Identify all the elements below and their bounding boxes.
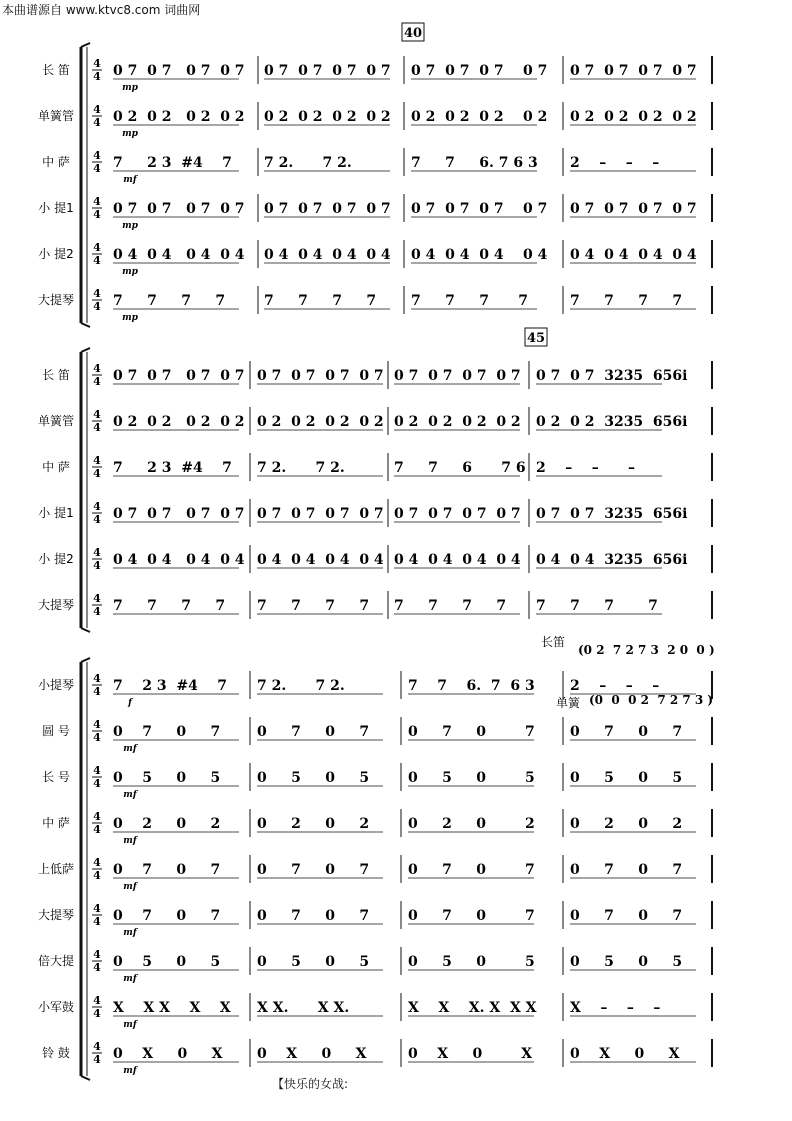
measure-notes: 0 5 0 5 bbox=[257, 770, 370, 786]
time-signature-bottom: 4 bbox=[93, 467, 101, 480]
measure-notes: 0 5 0 5 bbox=[408, 770, 535, 786]
time-signature-bottom: 4 bbox=[93, 823, 101, 836]
time-signature-top: 4 bbox=[93, 149, 101, 162]
annotation-flute-notes: (0 2 7 2 7 3 2 0 0 ) bbox=[578, 643, 715, 657]
time-signature-top: 4 bbox=[93, 856, 101, 869]
time-signature-top: 4 bbox=[93, 1040, 101, 1053]
time-signature-top: 4 bbox=[93, 195, 101, 208]
instrument-label: 小 提1 bbox=[38, 506, 74, 520]
measure-notes: 2 – – – bbox=[536, 460, 635, 476]
time-signature-top: 4 bbox=[93, 103, 101, 116]
measure-notes: 7 7 6 7 6 bbox=[394, 460, 526, 476]
measure-notes: 0 5 0 5 bbox=[570, 770, 683, 786]
measure-notes: 0 2 0 2 bbox=[408, 816, 535, 832]
measure-notes: 0 7 0 7 bbox=[408, 908, 535, 924]
time-signature-bottom: 4 bbox=[93, 300, 101, 313]
dynamic-mark: mf bbox=[123, 1020, 137, 1030]
measure-notes: 0 4 0 4 0 4 0 4 bbox=[257, 552, 384, 568]
measure-notes: 0 7 0 7 bbox=[257, 862, 370, 878]
measure-notes: 0 2 0 2 0 2 0 2 bbox=[257, 414, 384, 430]
measure-notes: 0 7 0 7 bbox=[408, 724, 535, 740]
measure-notes: 0 7 0 7 0 7 0 7 bbox=[264, 201, 391, 217]
measure-notes: 0 7 0 7 0 7 0 7 bbox=[570, 201, 697, 217]
measure-notes: 7 2. 7 2. bbox=[257, 678, 345, 694]
measure-notes: 0 7 0 7 0 7 0 7 bbox=[570, 63, 697, 79]
measure-notes: 0 2 0 2 0 2 0 2 bbox=[264, 109, 391, 125]
measure-notes: 0 7 0 7 bbox=[570, 908, 683, 924]
measure-notes: 0 7 0 7 0 7 0 7 bbox=[264, 63, 391, 79]
dynamic-mark: mf bbox=[123, 836, 137, 846]
measure-notes: 7 2. 7 2. bbox=[264, 155, 352, 171]
dynamic-mark: mp bbox=[122, 83, 138, 93]
time-signature-top: 4 bbox=[93, 241, 101, 254]
instrument-label: 单簧管 bbox=[37, 109, 75, 123]
instrument-label: 单簧管 bbox=[37, 414, 75, 428]
measure-notes: 0 7 0 7 bbox=[113, 724, 221, 740]
time-signature-bottom: 4 bbox=[93, 116, 101, 129]
bracket-hook-bottom bbox=[81, 628, 90, 632]
time-signature-bottom: 4 bbox=[93, 559, 101, 572]
measure-notes: X X X. X X X bbox=[408, 1000, 537, 1016]
time-signature-bottom: 4 bbox=[93, 731, 101, 744]
measure-notes: 0 7 0 7 0 7 0 7 bbox=[113, 201, 245, 217]
measure-notes: 7 2 3 #4 7 bbox=[113, 155, 232, 171]
time-signature-top: 4 bbox=[93, 672, 101, 685]
measure-notes: 0 2 0 2 0 2 0 2 bbox=[570, 109, 697, 125]
dynamic-mark: mf bbox=[123, 974, 137, 984]
dynamic-mark: mf bbox=[123, 928, 137, 938]
measure-notes: 0 7 0 7 0 7 0 7 bbox=[257, 368, 384, 384]
instrument-label: 倍大提 bbox=[37, 954, 75, 968]
time-signature-bottom: 4 bbox=[93, 70, 101, 83]
time-signature-bottom: 4 bbox=[93, 961, 101, 974]
dynamic-mark: mf bbox=[123, 882, 137, 892]
measure-notes: 0 2 0 2 bbox=[113, 816, 221, 832]
instrument-label: 小 提2 bbox=[38, 247, 74, 261]
instrument-label: 长 笛 bbox=[42, 63, 70, 77]
time-signature-bottom: 4 bbox=[93, 915, 101, 928]
instrument-label: 上低萨 bbox=[37, 862, 75, 876]
measure-notes: 7 2 3 #4 7 bbox=[113, 678, 228, 694]
dynamic-mark: mp bbox=[122, 129, 138, 139]
time-signature-top: 4 bbox=[93, 948, 101, 961]
measure-notes: 0 X 0 X bbox=[408, 1046, 533, 1062]
measure-notes: 0 7 0 7 3235 656i bbox=[536, 368, 688, 384]
measure-notes: 0 4 0 4 0 4 0 4 bbox=[411, 247, 548, 263]
measure-notes: 0 4 0 4 0 4 0 4 bbox=[113, 552, 245, 568]
time-signature-bottom: 4 bbox=[93, 254, 101, 267]
instrument-label: 中 萨 bbox=[42, 816, 70, 830]
measure-notes: 0 5 0 5 bbox=[408, 954, 535, 970]
measure-notes: 7 7 7 7 bbox=[411, 293, 528, 309]
instrument-label: 大提琴 bbox=[37, 293, 75, 307]
measure-notes: 0 7 0 7 0 7 0 7 bbox=[394, 506, 521, 522]
instrument-label: 长 笛 bbox=[42, 368, 70, 382]
measure-notes: 0 7 0 7 0 7 0 7 bbox=[411, 201, 548, 217]
time-signature-top: 4 bbox=[93, 764, 101, 777]
annotation-clarinet-label: 单簧 bbox=[556, 696, 581, 710]
instrument-label: 小军鼓 bbox=[37, 1000, 75, 1014]
instrument-label: 中 萨 bbox=[42, 460, 70, 474]
time-signature-top: 4 bbox=[93, 500, 101, 513]
annotation-flute-label: 长笛 bbox=[541, 635, 566, 649]
dynamic-mark: mp bbox=[122, 267, 138, 277]
time-signature-top: 4 bbox=[93, 718, 101, 731]
measure-notes: 0 2 0 2 bbox=[570, 816, 683, 832]
measure-notes: 7 7 7 7 bbox=[264, 293, 377, 309]
measure-notes: 0 7 0 7 0 7 0 7 bbox=[411, 63, 548, 79]
instrument-label: 中 萨 bbox=[42, 155, 70, 169]
dynamic-mark: mf bbox=[123, 790, 137, 800]
measure-notes: 7 7 6. 7 6 3 bbox=[408, 678, 535, 694]
dynamic-mark: mp bbox=[122, 313, 138, 323]
annotation-clarinet-notes: (0 0 0 2 7 2 7 3 ) bbox=[589, 693, 714, 707]
instrument-label: 小 提2 bbox=[38, 552, 74, 566]
measure-notes: 0 7 0 7 0 7 0 7 bbox=[394, 368, 521, 384]
time-signature-bottom: 4 bbox=[93, 421, 101, 434]
measure-notes: 0 7 0 7 0 7 0 7 bbox=[113, 506, 245, 522]
dynamic-mark: mf bbox=[123, 175, 137, 185]
page-header: 本曲谱源自 www.ktvc8.com 词曲网 bbox=[2, 3, 201, 17]
time-signature-top: 4 bbox=[93, 454, 101, 467]
page-footer: 【快乐的女战: bbox=[272, 1077, 349, 1091]
measure-notes: 7 7 7 7 bbox=[113, 293, 226, 309]
measure-notes: 0 X 0 X bbox=[257, 1046, 367, 1062]
instrument-label: 小提琴 bbox=[37, 678, 75, 692]
measure-notes: 0 X 0 X bbox=[113, 1046, 223, 1062]
measure-notes: 0 5 0 5 bbox=[113, 770, 221, 786]
bracket-hook-bottom bbox=[81, 323, 90, 327]
time-signature-top: 4 bbox=[93, 994, 101, 1007]
time-signature-bottom: 4 bbox=[93, 777, 101, 790]
measure-notes: 0 4 0 4 0 4 0 4 bbox=[113, 247, 245, 263]
measure-notes: 0 2 0 2 3235 656i bbox=[536, 414, 688, 430]
time-signature-top: 4 bbox=[93, 408, 101, 421]
rehearsal-mark: 45 bbox=[526, 331, 546, 346]
measure-notes: 0 7 0 7 bbox=[257, 908, 370, 924]
measure-notes: 7 7 7 7 bbox=[570, 293, 683, 309]
dynamic-mark: mp bbox=[122, 221, 138, 231]
measure-notes: X X X X X bbox=[113, 1000, 231, 1016]
measure-notes: X – – – bbox=[570, 1000, 661, 1016]
time-signature-bottom: 4 bbox=[93, 605, 101, 618]
measure-notes: 0 4 0 4 0 4 0 4 bbox=[394, 552, 521, 568]
time-signature-bottom: 4 bbox=[93, 869, 101, 882]
time-signature-top: 4 bbox=[93, 592, 101, 605]
time-signature-bottom: 4 bbox=[93, 1007, 101, 1020]
dynamic-mark: mf bbox=[123, 744, 137, 754]
time-signature-bottom: 4 bbox=[93, 513, 101, 526]
instrument-label: 铃 鼓 bbox=[42, 1046, 70, 1060]
measure-notes: 7 7 7 7 bbox=[394, 598, 507, 614]
measure-notes: 0 2 0 2 0 2 0 2 bbox=[113, 109, 245, 125]
measure-notes: 0 5 0 5 bbox=[113, 954, 221, 970]
measure-notes: 0 7 0 7 bbox=[113, 908, 221, 924]
instrument-label: 小 提1 bbox=[38, 201, 74, 215]
measure-notes: 7 7 7 7 bbox=[257, 598, 370, 614]
time-signature-bottom: 4 bbox=[93, 375, 101, 388]
measure-notes: 0 7 0 7 3235 656i bbox=[536, 506, 688, 522]
measure-notes: 7 2. 7 2. bbox=[257, 460, 345, 476]
rehearsal-mark: 40 bbox=[403, 26, 423, 41]
time-signature-bottom: 4 bbox=[93, 685, 101, 698]
measure-notes: 0 7 0 7 0 7 0 7 bbox=[113, 63, 245, 79]
bracket-hook-bottom bbox=[81, 1076, 90, 1080]
dynamic-mark: mf bbox=[123, 1066, 137, 1076]
measure-notes: 0 5 0 5 bbox=[570, 954, 683, 970]
measure-notes: 0 4 0 4 0 4 0 4 bbox=[264, 247, 391, 263]
time-signature-bottom: 4 bbox=[93, 208, 101, 221]
measure-notes: 0 5 0 5 bbox=[257, 954, 370, 970]
instrument-label: 大提琴 bbox=[37, 598, 75, 612]
measure-notes: 0 X 0 X bbox=[570, 1046, 680, 1062]
measure-notes: X X. X X. bbox=[257, 1000, 350, 1016]
measure-notes: 0 2 0 2 bbox=[257, 816, 370, 832]
dynamic-mark: f bbox=[128, 698, 132, 708]
measure-notes: 0 7 0 7 bbox=[408, 862, 535, 878]
measure-notes: 0 4 0 4 0 4 0 4 bbox=[570, 247, 697, 263]
time-signature-top: 4 bbox=[93, 810, 101, 823]
time-signature-bottom: 4 bbox=[93, 162, 101, 175]
measure-notes: 0 7 0 7 0 7 0 7 bbox=[113, 368, 245, 384]
measure-notes: 0 2 0 2 0 2 0 2 bbox=[113, 414, 245, 430]
measure-notes: 2 – – – bbox=[570, 155, 660, 171]
measure-notes: 7 7 7 7 bbox=[113, 598, 226, 614]
measure-notes: 0 4 0 4 3235 656i bbox=[536, 552, 688, 568]
measure-notes: 7 7 6. 7 6 3 bbox=[411, 155, 538, 171]
bracket-hook-top bbox=[81, 43, 90, 47]
measure-notes: 0 7 0 7 bbox=[570, 862, 683, 878]
bracket-hook-top bbox=[81, 348, 90, 352]
time-signature-top: 4 bbox=[93, 902, 101, 915]
time-signature-bottom: 4 bbox=[93, 1053, 101, 1066]
measure-notes: 2 – – – bbox=[570, 678, 660, 694]
instrument-label: 圆 号 bbox=[42, 724, 70, 738]
measure-notes: 0 7 0 7 0 7 0 7 bbox=[257, 506, 384, 522]
measure-notes: 7 7 7 7 bbox=[536, 598, 658, 614]
bracket-hook-top bbox=[81, 658, 90, 662]
measure-notes: 0 7 0 7 bbox=[570, 724, 683, 740]
time-signature-top: 4 bbox=[93, 362, 101, 375]
instrument-label: 长 号 bbox=[42, 770, 70, 784]
time-signature-top: 4 bbox=[93, 57, 101, 70]
measure-notes: 7 2 3 #4 7 bbox=[113, 460, 232, 476]
measure-notes: 0 7 0 7 bbox=[257, 724, 370, 740]
measure-notes: 0 7 0 7 bbox=[113, 862, 221, 878]
measure-notes: 0 2 0 2 0 2 0 2 bbox=[394, 414, 521, 430]
time-signature-top: 4 bbox=[93, 287, 101, 300]
instrument-label: 大提琴 bbox=[37, 908, 75, 922]
measure-notes: 0 2 0 2 0 2 0 2 bbox=[411, 109, 548, 125]
time-signature-top: 4 bbox=[93, 546, 101, 559]
